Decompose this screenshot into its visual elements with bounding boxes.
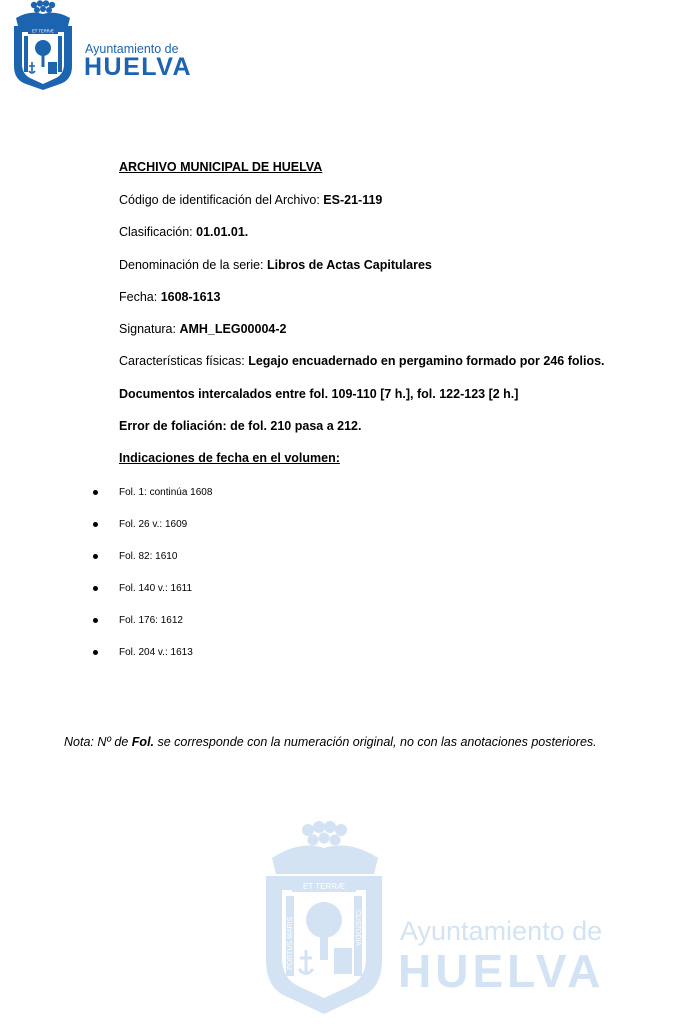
coat-of-arms-icon [10,0,80,92]
field-value: ES-21-119 [323,193,383,207]
field-label: Características físicas: [119,354,249,368]
intercalados-note: Documentos intercalados entre fol. 109-110 [7 h.], fol. 122-123 [2 h.] [119,387,519,401]
bullet-icon [93,554,98,559]
field-clasificacion [119,225,248,239]
field-label: Denominación de la serie: [119,258,267,272]
field-signatura [119,322,286,336]
watermark-coat-of-arms-icon [262,820,392,1020]
logo-line2: HUELVA [84,53,193,81]
field-label: Fecha: [119,290,161,304]
field-value: AMH_LEG00004-2 [179,322,287,336]
field-fecha [119,290,220,304]
bullet-icon [93,618,98,623]
foliation-error-note: Error de foliación: de fol. 210 pasa a 212. [119,419,362,433]
field-value: Libros de Actas Capitulares [267,258,432,272]
field-codigo [119,193,382,207]
bullet-icon [93,490,98,495]
logo-line1: Ayuntamiento de [85,42,179,56]
indicaciones-heading: Indicaciones de fecha en el volumen: [119,451,340,465]
field-value: 1608-1613 [160,290,221,304]
header-logo [10,0,193,92]
field-denominacion [119,258,432,272]
watermark-logo [262,820,622,1020]
field-label: Código de identificación del Archivo: [119,193,324,207]
footnote: Nota: Nº de Fol. se corresponde con la numeración original, no con las anotaciones posteriores. [64,735,597,749]
field-value: Legajo encuadernado en pergamino formado por 246 folios. [248,354,605,368]
field-value: 01.01.01. [196,225,249,239]
document-title: ARCHIVO MUNICIPAL DE HUELVA [119,160,323,174]
field-label: Signatura: [119,322,180,336]
watermark-motto-top: ET TERRÆ [303,882,345,891]
watermark-motto-right: CUSTODIA [354,910,361,947]
field-caracteristicas [119,354,605,368]
bullet-icon [93,586,98,591]
watermark-line1: Ayuntamiento de [400,916,603,946]
bullet-icon [93,650,98,655]
bullet-icon [93,522,98,527]
field-label: Clasificación: [119,225,197,239]
motto-top: ET TERRÆ [32,28,54,34]
watermark-line2: HUELVA [398,945,605,997]
watermark-motto-left: PORTUS MARIS [287,916,294,970]
